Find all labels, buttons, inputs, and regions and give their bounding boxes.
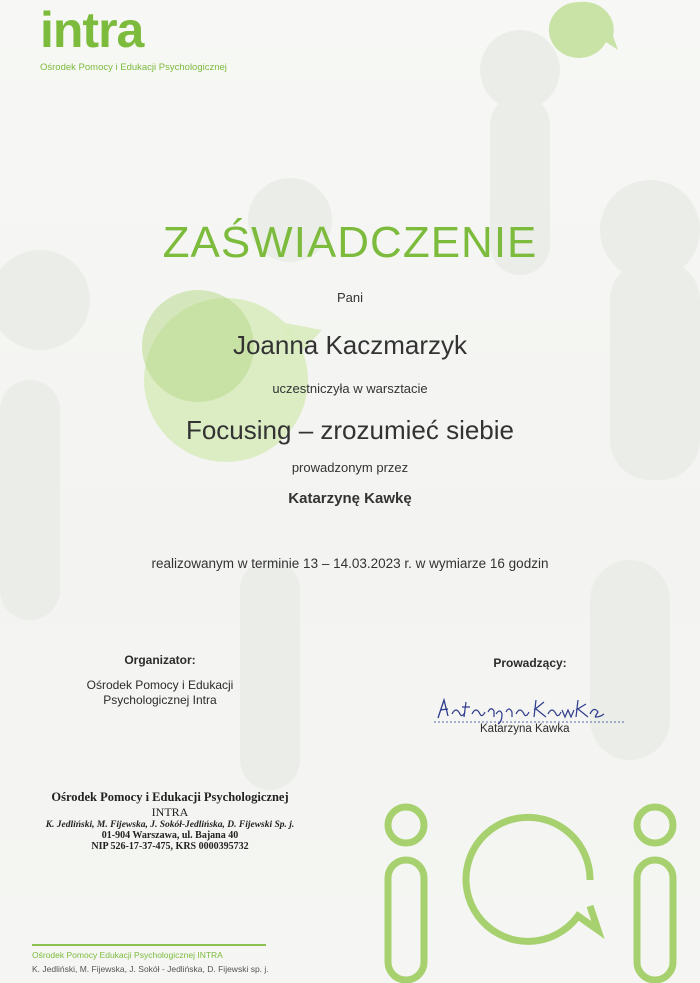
led-by-text: prowadzonym przez xyxy=(291,460,409,475)
trainer-name: Katarzynę Kawkę xyxy=(288,490,412,507)
organizer-name xyxy=(60,678,260,708)
organizer-line-1: Ośrodek Pomocy i Edukacji xyxy=(86,678,234,692)
footer-organization: Ośrodek Pomocy Edukacji Psychologicznej INTRA xyxy=(32,950,223,960)
participant-name: Joanna Kaczmarzyk xyxy=(232,330,468,360)
stamp-line-5: NIP 526-17-37-475, KRS 0000395732 xyxy=(91,841,249,852)
salutation: Pani xyxy=(336,290,364,305)
organizer-line-2: Psychologicznej Intra xyxy=(103,693,217,707)
logo-subtitle: Ośrodek Pomocy i Edukacji Psychologicznej xyxy=(40,62,227,73)
leader-heading: Prowadzący: xyxy=(493,656,567,670)
footer-partners: K. Jedliński, M. Fijewska, J. Sokół - Jedlińska, D. Fijewski sp. j. xyxy=(32,964,269,974)
footer-divider xyxy=(32,944,266,946)
workshop-period: realizowanym w terminie 13 – 14.03.2023 r. w wymiarze 16 godzin xyxy=(151,556,549,571)
leader-name: Katarzyna Kawka xyxy=(480,723,570,735)
certificate-title: ZAŚWIADCZENIE xyxy=(162,218,538,267)
stamp-line-3: K. Jedliński, M. Fijewska, J. Sokół-Jedlińska, D. Fijewski Sp. j. xyxy=(45,820,295,830)
stamp-line-1: Ośrodek Pomocy i Edukacji Psychologicznej xyxy=(51,790,289,804)
faint-figures xyxy=(0,30,700,790)
speech-bubble-small xyxy=(549,2,618,58)
outline-logo xyxy=(388,807,673,980)
logo xyxy=(40,0,143,60)
logo-wordmark: intra xyxy=(40,2,144,58)
company-stamp xyxy=(40,790,300,852)
stamp-line-2: INTRA xyxy=(151,805,189,819)
participation-text: uczestniczyła w warsztacie xyxy=(272,381,428,396)
organizer-heading: Organizator: xyxy=(124,653,196,667)
workshop-title: Focusing – zrozumieć siebie xyxy=(185,415,515,445)
stamp-line-4: 01-904 Warszawa, ul. Bajana 40 xyxy=(101,830,239,841)
